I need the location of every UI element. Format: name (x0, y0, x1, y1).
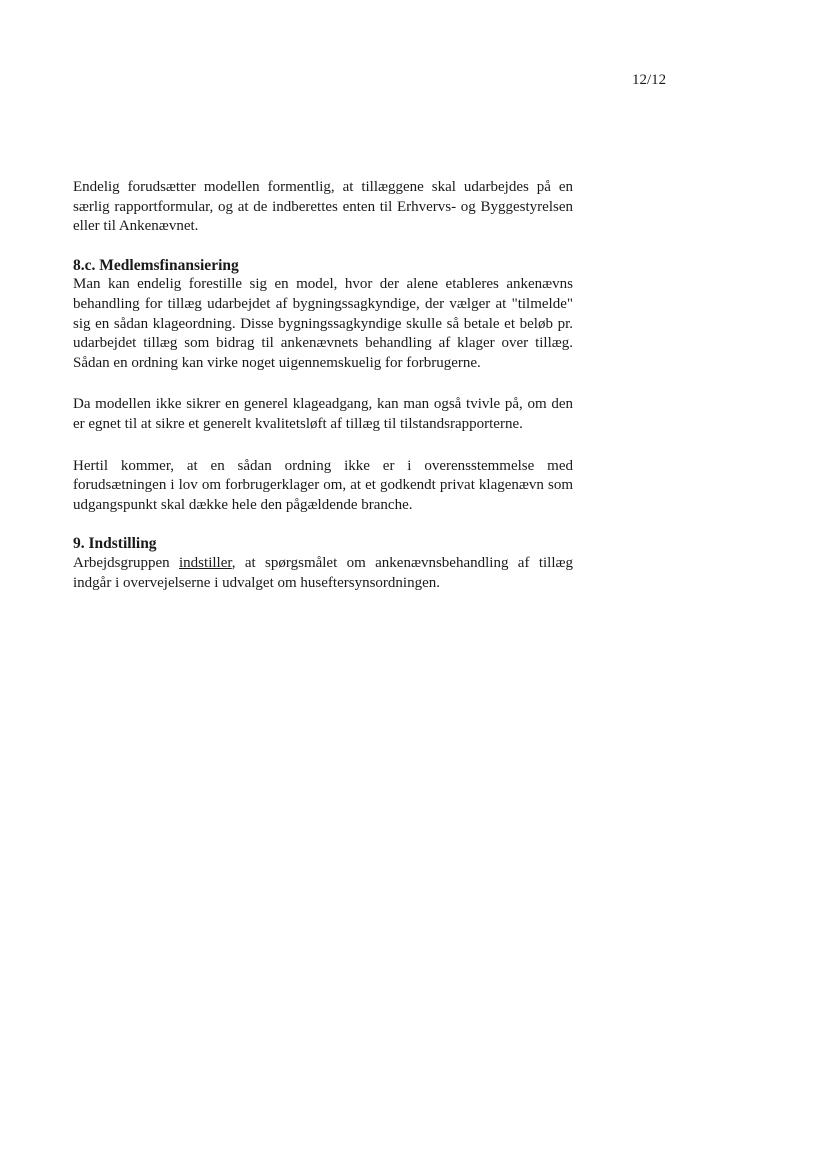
underlined-term: indstiller (179, 554, 232, 571)
section-8c-paragraph-3: Hertil kommer, at en sådan ordning ikke er i overensstemmelse med forudsætningen i lov om forbrugerklager om, at et godkendt privat klagenævn som udgangspunkt skal dække hele den pågældende branche. (73, 457, 573, 513)
page-number: 12/12 (632, 72, 667, 88)
section-9-text-start: Arbejdsgruppen (73, 554, 180, 571)
intro-paragraph: Endelig forudsætter modellen formentlig, at tillæggene skal udarbejdes på en særlig rapportformular, og at de indberettes enten til Erhvervs- og Byggestyrelsen eller til Ankenævnet. (73, 179, 573, 235)
section-9-text-end: , at spørgsmålet om ankenævnsbehandling af tillæg indgår i overvejelserne i udvalget om huseftersynsordningen. (73, 554, 573, 591)
section-8c-paragraph-2: Da modellen ikke sikrer en generel klageadgang, kan man også tvivle på, om den er egnet til at sikre et generelt kvalitetsløft af tillæg til tilstandsrapporterne. (73, 396, 573, 432)
section-9-heading: 9. Indstilling (73, 535, 157, 553)
section-8c-paragraph-1: Man kan endelig forestille sig en model, hvor der alene etableres ankenævns behandling for tillæg udarbejdet af bygningssagkyndige, der vælger at "tilmelde" sig en sådan klageordning. Disse bygningssagkyndige skulle så betale et beløb pr. udarbejdet tillæg som bidrag til ankenævnets behandling af klager over tillæg. Sådan en ordning kan virke noget uigennemskuelig for forbrugerne. (73, 276, 573, 371)
section-9-paragraph (73, 554, 573, 593)
section-8c-heading: 8.c. Medlemsfinansiering (73, 256, 239, 274)
document-body (73, 178, 573, 593)
